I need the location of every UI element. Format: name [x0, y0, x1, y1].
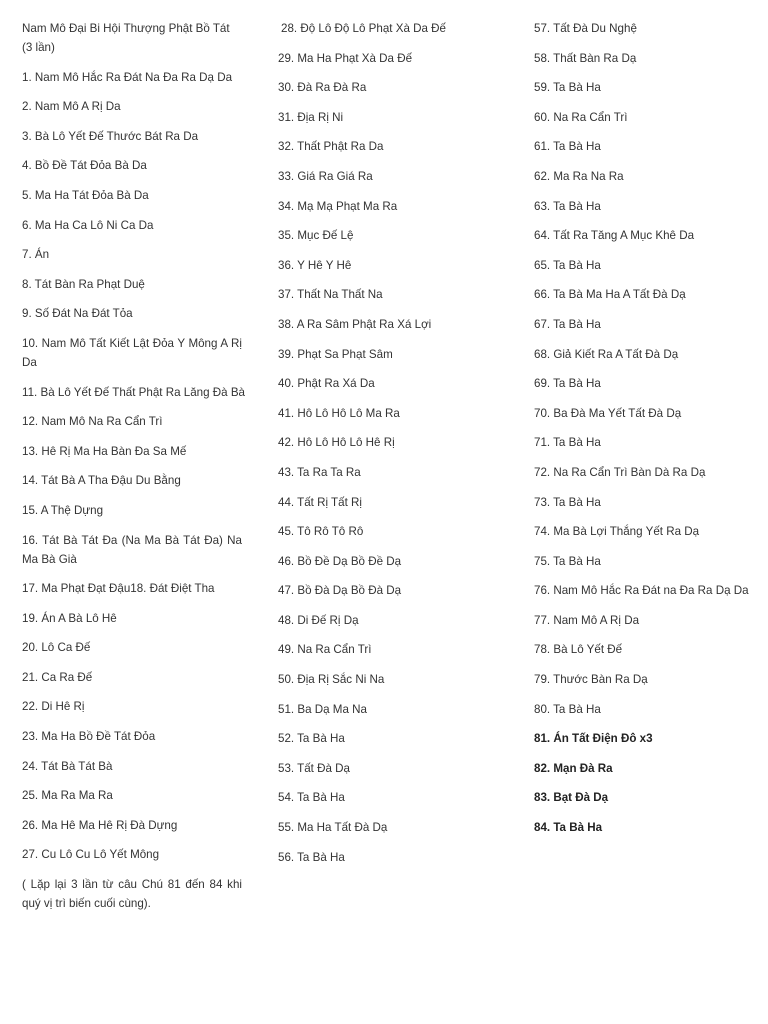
mantra-line: 61. Ta Bà Ha	[534, 140, 601, 154]
mantra-line: 68. Giả Kiết Ra A Tất Đà Dạ	[534, 347, 679, 361]
mantra-line: 52. Ta Bà Ha	[278, 732, 345, 746]
mantra-line: 19. Án A Bà Lô Hê	[22, 611, 117, 625]
mantra-line: 65. Ta Bà Ha	[534, 258, 601, 272]
mantra-line: 21. Ca Ra Đế	[22, 670, 93, 684]
mantra-line: 57. Tất Đà Du Nghệ	[534, 22, 637, 35]
mantra-line: 71. Ta Bà Ha	[534, 436, 601, 450]
mantra-line: 24. Tát Bà Tát Bà	[22, 759, 113, 773]
mantra-line: 78. Bà Lô Yết Đế	[534, 643, 623, 657]
mantra-line: 48. Di Đế Rị Dạ	[278, 613, 359, 627]
mantra-line: 1. Nam Mô Hắc Ra Đát Na Đa Ra Dạ Da	[22, 70, 233, 84]
mantra-line: 12. Nam Mô Na Ra Cẩn Trì	[22, 415, 163, 429]
mantra-line: 84. Ta Bà Ha	[534, 821, 603, 835]
mantra-line: 60. Na Ra Cẩn Trì	[534, 110, 628, 124]
mantra-line: 59. Ta Bà Ha	[534, 81, 601, 95]
mantra-line: 33. Giá Ra Giá Ra	[278, 169, 373, 183]
mantra-line: 10. Nam Mô Tất Kiết Lật Đỏa Y Mông A Rị Da	[22, 336, 242, 369]
mantra-line: 8. Tát Bàn Ra Phạt Duệ	[22, 277, 145, 291]
mantra-line: 14. Tát Bà A Tha Đậu Du Bằng	[22, 474, 181, 488]
mantra-line: 23. Ma Ha Bồ Đề Tát Đỏa	[22, 730, 156, 744]
mantra-line: 28. Độ Lô Độ Lô Phạt Xà Da Đế	[281, 22, 446, 35]
mantra-line: 70. Ba Đà Ma Yết Tất Đà Dạ	[534, 406, 682, 420]
mantra-line: 35. Mục Đế Lệ	[278, 229, 354, 243]
mantra-line: 41. Hô Lô Hô Lô Ma Ra	[278, 406, 400, 420]
mantra-line: 26. Ma Hê Ma Hê Rị Đà Dựng	[22, 818, 178, 832]
mantra-line: 30. Đà Ra Đà Ra	[278, 81, 367, 95]
mantra-line: 42. Hô Lô Hô Lô Hê Rị	[278, 436, 395, 450]
mantra-line: 46. Bồ Đề Dạ Bồ Đề Dạ	[278, 554, 402, 568]
mantra-line: 31. Địa Rị Ni	[278, 110, 344, 124]
repeat-note: ( Lặp lại 3 lần từ câu Chú 81 đến 84 khi quý vị trì biến cuối cùng).	[22, 878, 242, 911]
mantra-line: 69. Ta Bà Ha	[534, 377, 601, 391]
mantra-line: 74. Ma Bà Lợi Thắng Yết Ra Dạ	[534, 525, 700, 539]
mantra-line: 2. Nam Mô A Rị Da	[22, 100, 121, 114]
mantra-line: 56. Ta Bà Ha	[278, 850, 345, 864]
mantra-line: 15. A Thệ Dựng	[22, 503, 104, 517]
mantra-line: 80. Ta Bà Ha	[534, 702, 601, 716]
mantra-line: 73. Ta Bà Ha	[534, 495, 601, 509]
mantra-line: 37. Thất Na Thất Na	[278, 288, 383, 302]
mantra-line: 75. Ta Bà Ha	[534, 554, 601, 568]
mantra-column-2	[278, 19, 503, 877]
mantra-line: 55. Ma Ha Tất Đà Dạ	[278, 821, 388, 835]
mantra-line: 38. A Ra Sâm Phật Ra Xá Lợi	[278, 317, 432, 331]
mantra-line: 76. Nam Mô Hắc Ra Đát na Đa Ra Dạ Da	[534, 584, 749, 598]
mantra-line: 5. Ma Ha Tát Đỏa Bà Da	[22, 188, 149, 202]
mantra-line: 67. Ta Bà Ha	[534, 317, 601, 331]
mantra-line: 45. Tô Rô Tô Rô	[278, 525, 364, 539]
mantra-line: 64. Tất Ra Tăng A Mục Khê Da	[534, 229, 695, 243]
mantra-line: 51. Ba Dạ Ma Na	[278, 702, 367, 716]
mantra-line: 20. Lô Ca Đế	[22, 641, 91, 655]
mantra-line: 9. Số Đát Na Đát Tỏa	[22, 307, 133, 321]
mantra-line: 34. Mạ Mạ Phạt Ma Ra	[278, 199, 398, 213]
mantra-line: 29. Ma Ha Phạt Xà Da Đế	[278, 51, 413, 65]
mantra-line: 58. Thất Bàn Ra Dạ	[534, 51, 637, 65]
mantra-line: 54. Ta Bà Ha	[278, 791, 345, 805]
mantra-line: 22. Di Hê Rị	[22, 700, 85, 714]
mantra-line: 72. Na Ra Cẩn Trì Bàn Dà Ra Dạ	[534, 465, 706, 479]
mantra-line: 77. Nam Mô A Rị Da	[534, 613, 640, 627]
mantra-line: 43. Ta Ra Ta Ra	[278, 465, 361, 479]
mantra-column-3	[534, 19, 759, 848]
mantra-line: 39. Phạt Sa Phạt Sâm	[278, 347, 393, 361]
mantra-line: 32. Thất Phật Ra Da	[278, 140, 384, 154]
mantra-column-1	[22, 19, 246, 924]
mantra-line: 36. Y Hê Y Hê	[278, 258, 352, 272]
mantra-line: 63. Ta Bà Ha	[534, 199, 601, 213]
mantra-line: 49. Na Ra Cẩn Trì	[278, 643, 372, 657]
invocation-heading: Nam Mô Đại Bi Hội Thượng Phật Bồ Tát (3 lần)	[22, 22, 230, 54]
mantra-line: 47. Bồ Đà Dạ Bồ Đà Dạ	[278, 584, 402, 598]
mantra-line: 7. Án	[22, 248, 50, 262]
mantra-line: 40. Phật Ra Xá Da	[278, 377, 375, 391]
mantra-line: 53. Tất Đà Dạ	[278, 761, 350, 775]
mantra-line: 11. Bà Lô Yết Đế Thất Phật Ra Lăng Đà Bà	[22, 385, 246, 399]
mantra-line: 17. Ma Phạt Đạt Đậu18. Đát Điệt Tha	[22, 582, 215, 596]
mantra-line: 16. Tát Bà Tát Đa (Na Ma Bà Tát Đa) Na Ma Bà Già	[22, 533, 242, 566]
mantra-line: 81. Án Tất Điện Đô x3	[534, 732, 653, 746]
mantra-line: 4. Bồ Đề Tát Đỏa Bà Da	[22, 159, 147, 173]
mantra-line: 6. Ma Ha Ca Lô Ni Ca Da	[22, 218, 154, 232]
mantra-line: 44. Tất Rị Tất Rị	[278, 495, 362, 509]
mantra-line: 27. Cu Lô Cu Lô Yết Mông	[22, 848, 160, 862]
mantra-line: 3. Bà Lô Yết Đế Thước Bát Ra Da	[22, 129, 199, 143]
mantra-line: 83. Bạt Đà Dạ	[534, 791, 609, 805]
mantra-line: 13. Hê Rị Ma Ha Bàn Đa Sa Mế	[22, 444, 187, 458]
mantra-line: 66. Ta Bà Ma Ha A Tất Đà Dạ	[534, 288, 686, 302]
mantra-line: 50. Địa Rị Sắc Ni Na	[278, 673, 385, 687]
mantra-line: 82. Mạn Đà Ra	[534, 761, 613, 775]
mantra-line: 62. Ma Ra Na Ra	[534, 169, 624, 183]
mantra-line: 79. Thước Bàn Ra Dạ	[534, 673, 648, 687]
mantra-line: 25. Ma Ra Ma Ra	[22, 789, 113, 803]
